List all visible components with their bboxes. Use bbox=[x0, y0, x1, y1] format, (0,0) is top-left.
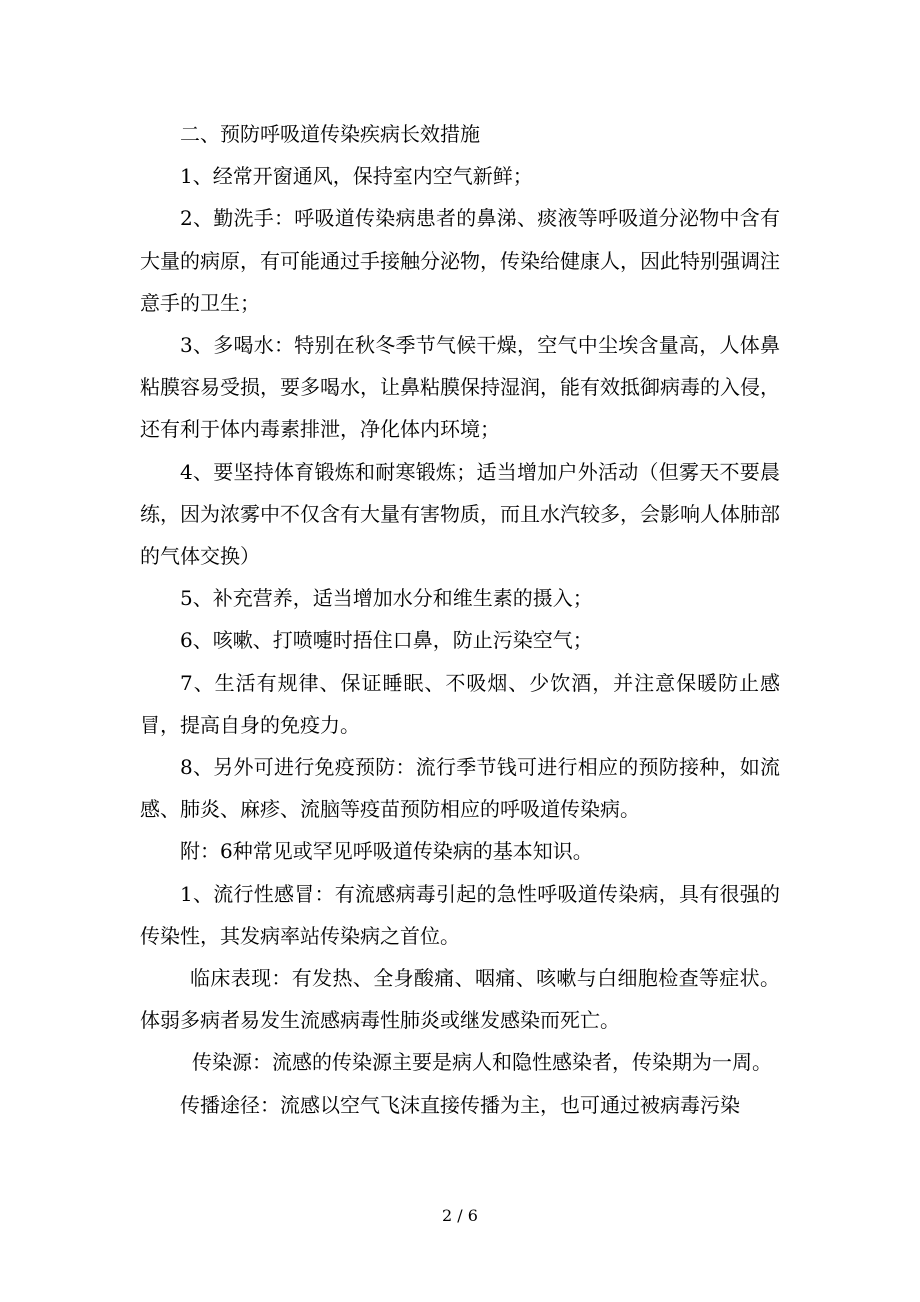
appendix-heading: 附：6种常见或罕见呼吸道传染病的基本知识。 bbox=[180, 839, 593, 864]
measure-nutrition: 5、补充营养，适当增加水分和维生素的摄入； bbox=[180, 586, 593, 611]
influenza-intro: 1、流行性感冒：有流感病毒引起的急性呼吸道传染病，具有很强的传染性，其发病率站传染病之首位。 bbox=[140, 881, 780, 948]
measure-lifestyle: 7、生活有规律、保证睡眠、不吸烟、少饮酒，并注意保暖防止感冒，提高自身的免疫力。 bbox=[140, 670, 780, 737]
section-heading: 二、预防呼吸道传染疾病长效措施 bbox=[180, 122, 480, 146]
influenza-clinical: 临床表现：有发热、全身酸痛、咽痛、咳嗽与白细胞检查等症状。体弱多病者易发生流感病毒性肺炎或继发感染而死亡。 bbox=[140, 966, 780, 1033]
page-number: 2 / 6 bbox=[442, 1206, 478, 1225]
measure-exercise: 4、要坚持体育锻炼和耐寒锻炼；适当增加户外活动（但雾天不要晨练，因为浓雾中不仅含有大量有害物质，而且水汽较多，会影响人体肺部的气体交换） bbox=[140, 459, 780, 569]
measure-drink-water: 3、多喝水：特别在秋冬季节气候干燥，空气中尘埃含量高，人体鼻粘膜容易受损，要多喝水，让鼻粘膜保持湿润，能有效抵御病毒的入侵，还有利于体内毒素排泄，净化体内环境； bbox=[140, 333, 780, 442]
influenza-transmission: 传播途径：流感以空气飞沫直接传播为主，也可通过被病毒污染 bbox=[180, 1092, 740, 1117]
measure-ventilation: 1、经常开窗通风，保持室内空气新鲜； bbox=[180, 164, 533, 189]
measure-cover-mouth: 6、咳嗽、打喷嚏时捂住口鼻，防止污染空气； bbox=[180, 628, 593, 653]
document-body bbox=[140, 113, 780, 1126]
influenza-source: 传染源：流感的传染源主要是病人和隐性感染者，传染期为一周。 bbox=[192, 1050, 772, 1075]
measure-immunization: 8、另外可进行免疫预防：流行季节钱可进行相应的预防接种，如流感、肺炎、麻疹、流脑等疫苗预防相应的呼吸道传染病。 bbox=[140, 755, 780, 822]
measure-handwashing: 2、勤洗手：呼吸道传染病患者的鼻涕、痰液等呼吸道分泌物中含有大量的病原，有可能通过手接触分泌物，传染给健康人，因此特别强调注意手的卫生； bbox=[140, 206, 780, 315]
